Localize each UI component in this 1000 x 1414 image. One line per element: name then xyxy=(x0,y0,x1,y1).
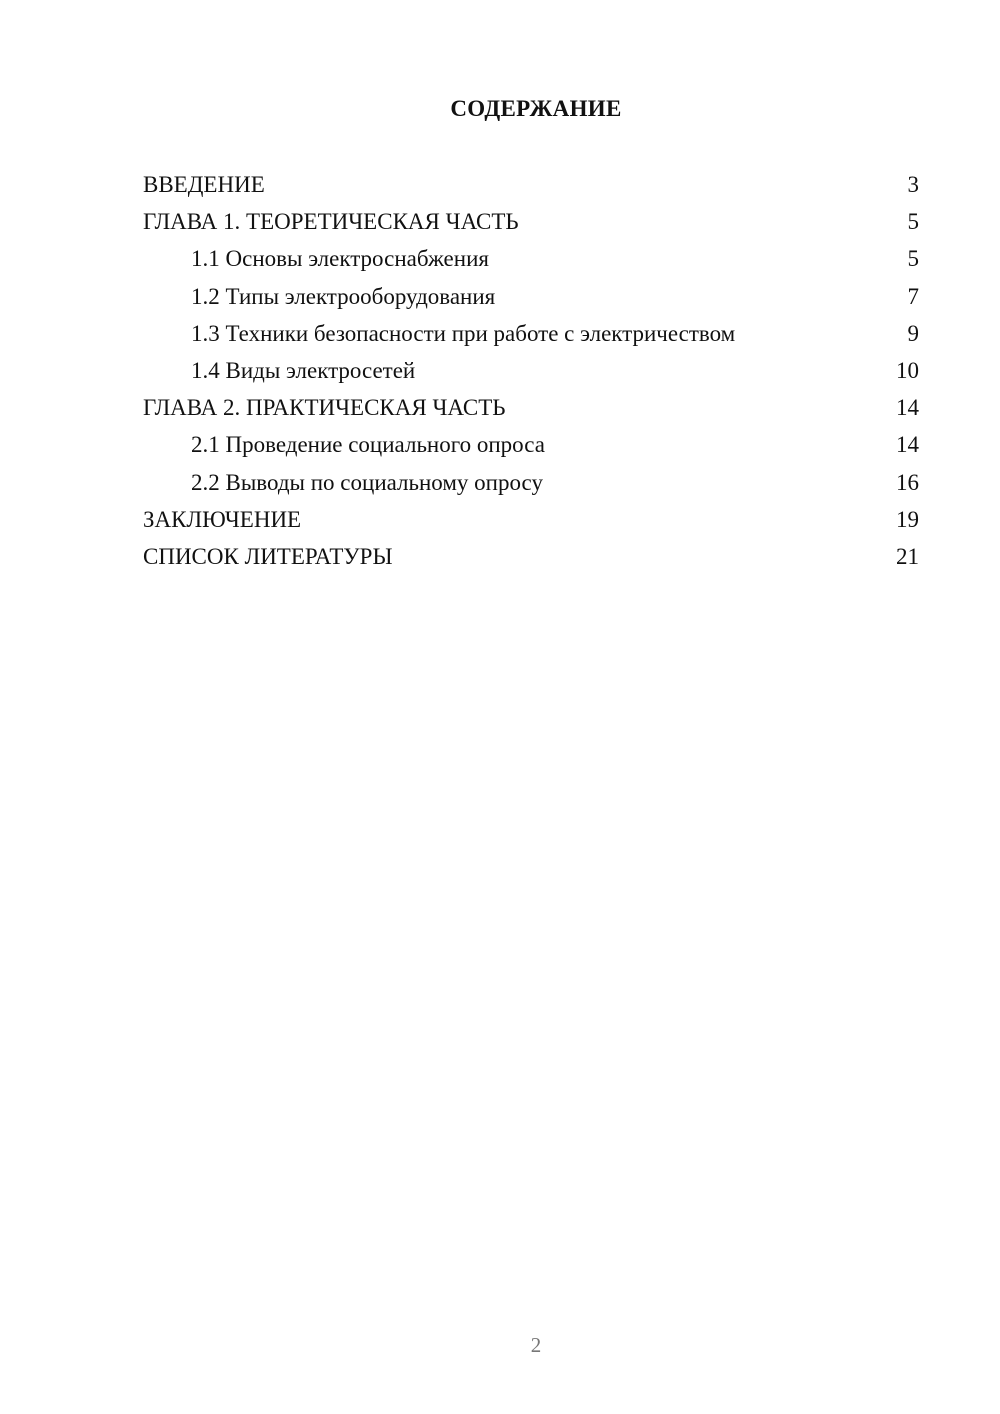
toc-entry-label: 2.2 Выводы по социальному опросу xyxy=(191,469,543,495)
toc-entry-section-1-3 xyxy=(143,315,919,352)
toc-entry-label: 2.1 Проведение социального опроса xyxy=(191,432,545,458)
toc-entry-page: 14 xyxy=(896,432,919,458)
toc-entry-page: 21 xyxy=(896,543,919,569)
toc-entry-section-2-1 xyxy=(143,426,919,463)
toc-entry-label: ВВЕДЕНИЕ xyxy=(143,172,265,197)
toc-entry-label: 1.4 Виды электросетей xyxy=(191,357,416,383)
toc-entry-label: 1.3 Техники безопасности при работе с электричеством xyxy=(191,320,736,346)
toc-entry-section-1-4 xyxy=(143,352,919,389)
toc-entry-section-1-1 xyxy=(143,240,919,277)
toc-title: СОДЕРЖАНИЕ xyxy=(450,96,622,121)
toc-entry-label: ГЛАВА 1. ТЕОРЕТИЧЕСКАЯ ЧАСТЬ xyxy=(143,209,519,235)
toc-entry-page: 16 xyxy=(896,469,919,495)
toc-entry-page: 5 xyxy=(907,246,919,272)
toc-entry-page: 19 xyxy=(896,506,919,532)
toc-entry-page: 5 xyxy=(907,209,919,235)
toc-entry-label: ЗАКЛЮЧЕНИЕ xyxy=(143,506,302,532)
toc-entry-section-1-2 xyxy=(143,278,919,315)
toc-entry-page: 14 xyxy=(896,395,919,421)
toc-entry-page: 3 xyxy=(907,172,919,197)
toc-entry-page: 10 xyxy=(896,357,919,383)
toc-entry-references xyxy=(143,538,919,575)
page-number: 2 xyxy=(530,1333,542,1357)
toc-entry-label: СПИСОК ЛИТЕРАТУРЫ xyxy=(143,543,393,569)
toc-entry-section-2-2 xyxy=(143,464,919,501)
toc-entry-chapter-1 xyxy=(143,203,919,240)
toc-entry-chapter-2 xyxy=(143,389,919,426)
table-of-contents xyxy=(143,166,919,575)
toc-entry-label: 1.1 Основы электроснабжения xyxy=(191,246,489,272)
toc-entry-page: 9 xyxy=(907,320,919,346)
toc-entry-introduction xyxy=(143,166,919,203)
toc-entry-label: ГЛАВА 2. ПРАКТИЧЕСКАЯ ЧАСТЬ xyxy=(143,395,506,421)
toc-entry-label: 1.2 Типы электрооборудования xyxy=(191,283,496,309)
toc-entry-page: 7 xyxy=(907,283,919,309)
toc-entry-conclusion xyxy=(143,501,919,538)
